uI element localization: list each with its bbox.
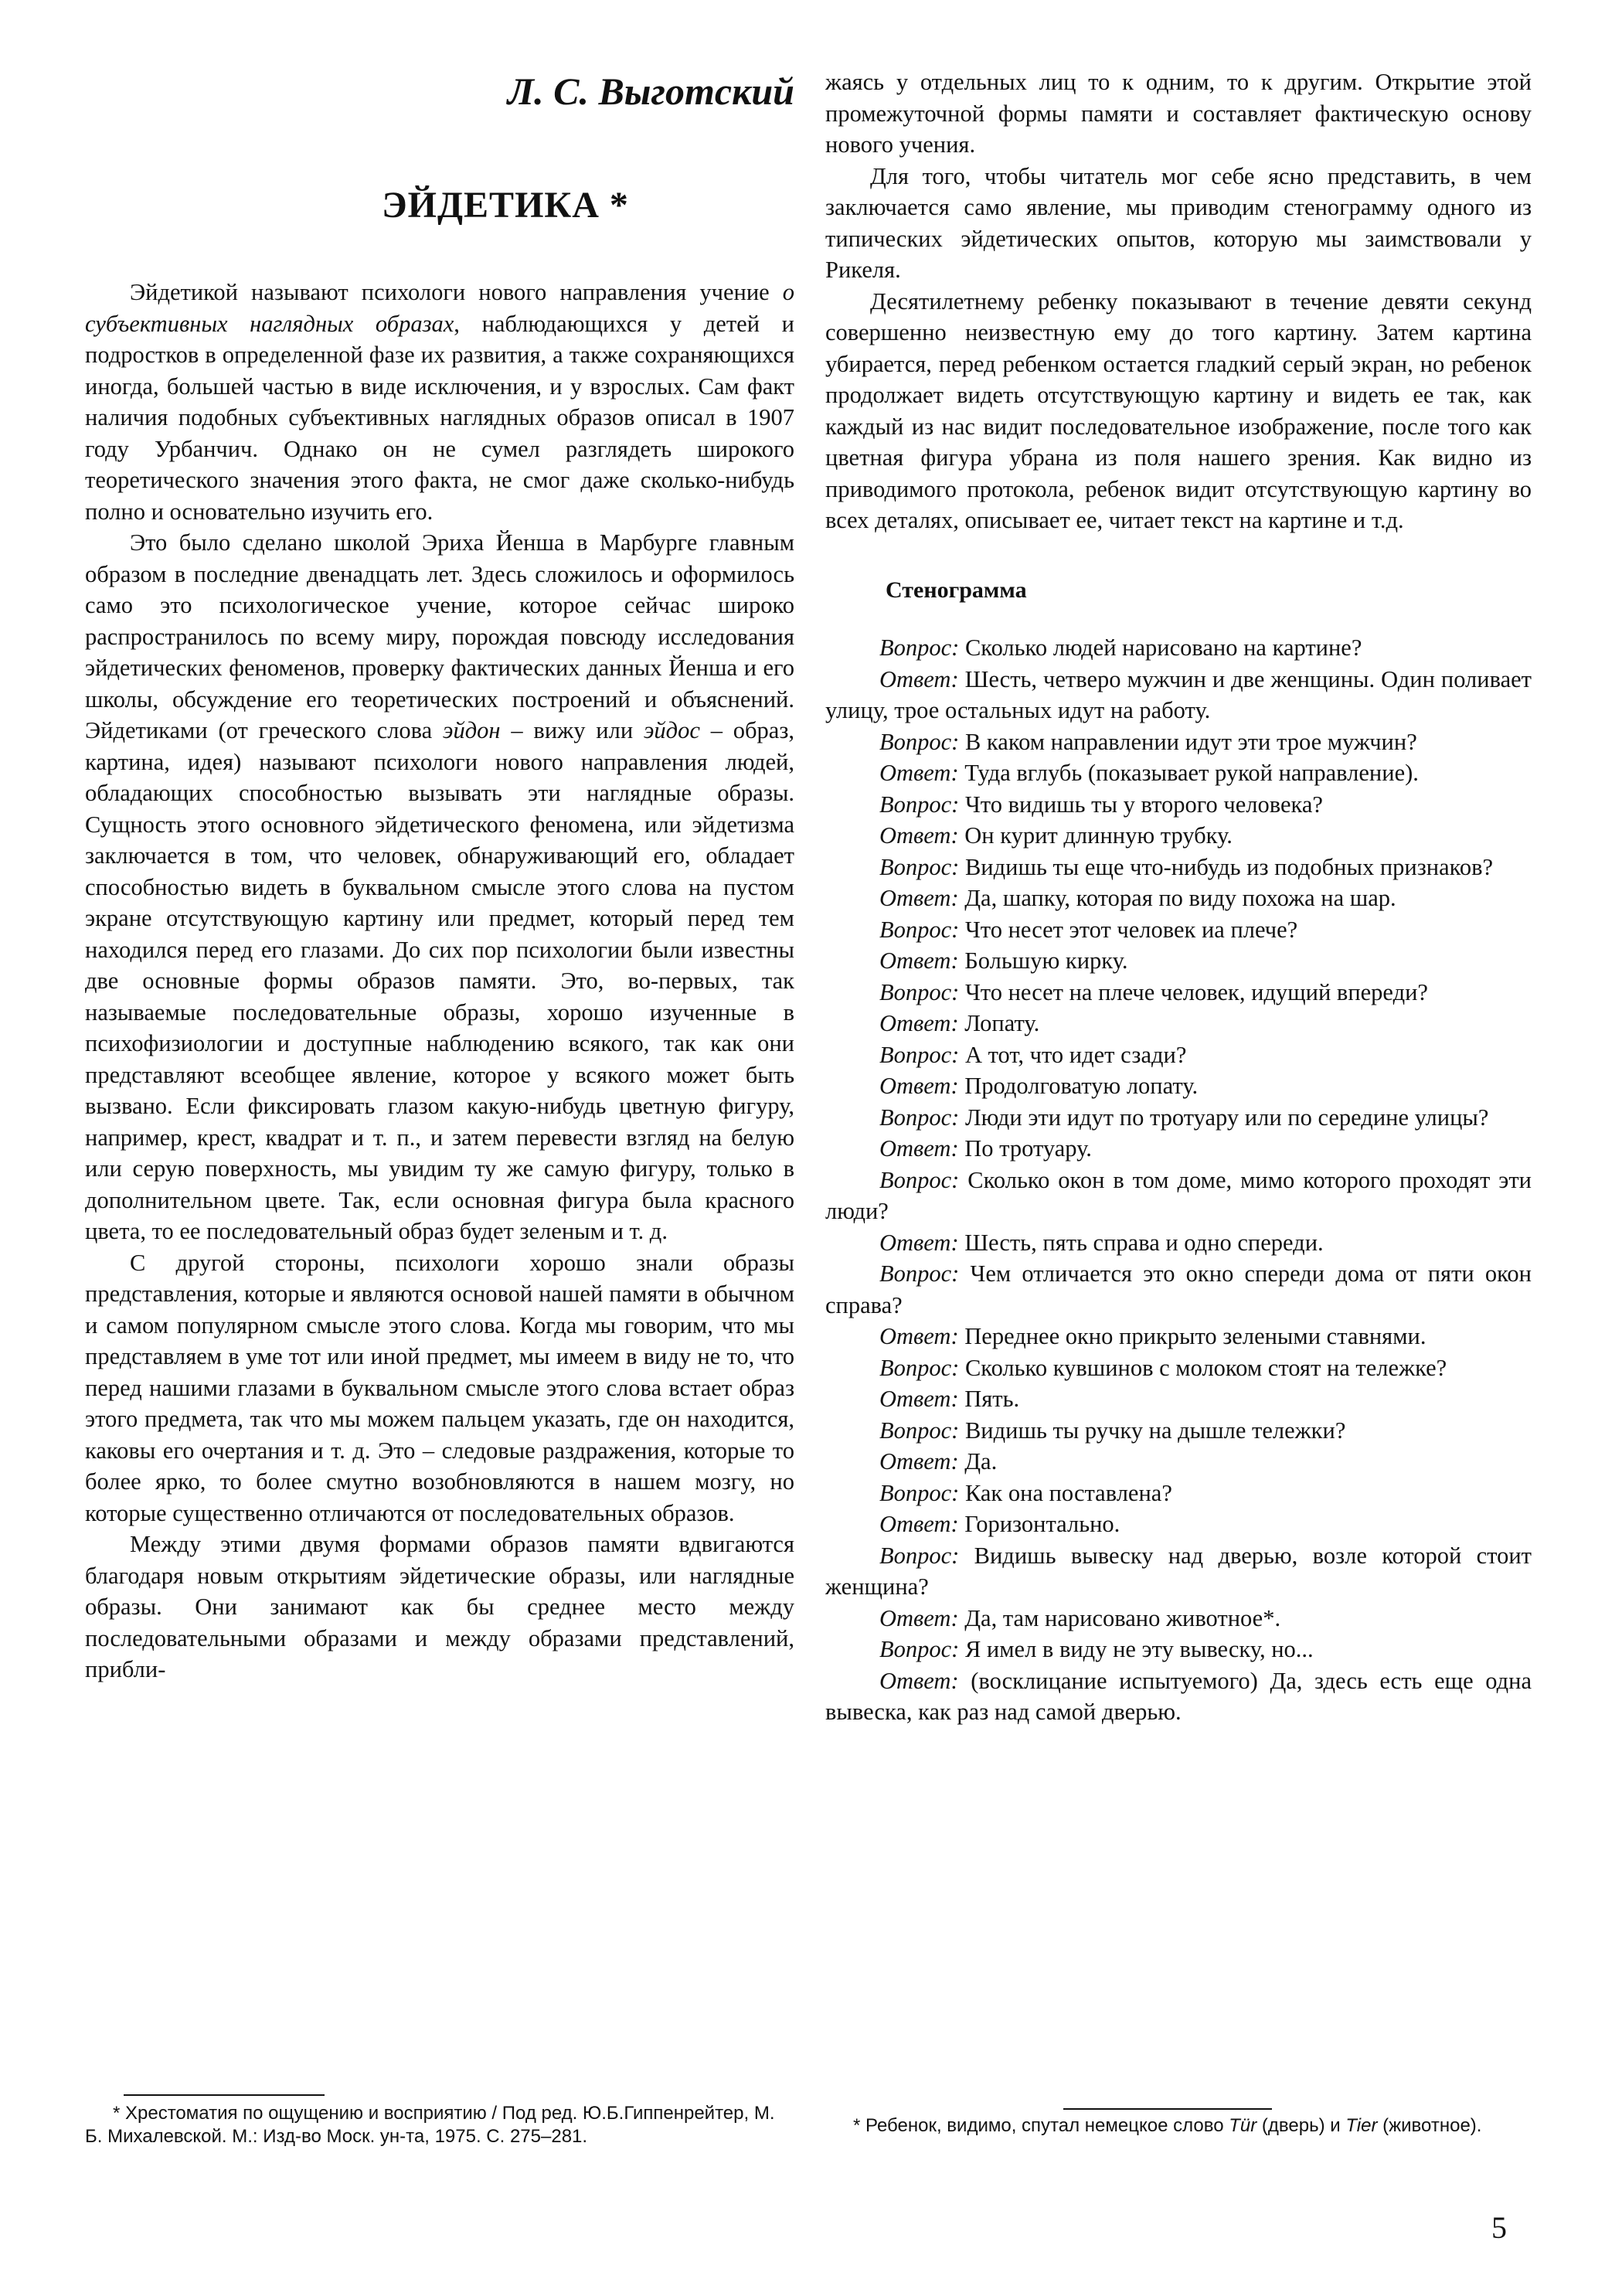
transcript-text: Пять. [958, 1386, 1020, 1412]
left-column [85, 62, 794, 1685]
transcript-line [825, 1321, 1532, 1352]
transcript-text: (восклицание испытуемого) Да, здесь есть еще одна вывеска, как раз над самой дверью. [825, 1667, 1532, 1725]
transcript-line [825, 1383, 1532, 1415]
transcript-text: По тротуару. [958, 1135, 1092, 1162]
transcript-label: Вопрос: [879, 978, 960, 1005]
transcript-text: Переднее окно прикрыто зелеными ставнями. [958, 1323, 1426, 1349]
transcript-line [825, 1446, 1532, 1478]
footnote-right [825, 2114, 1532, 2138]
transcript-label: Ответ: [879, 665, 959, 692]
transcript-label: Вопрос: [879, 916, 960, 943]
transcript-text: Видишь вывеску над дверью, возле которой стоит женщина? [825, 1542, 1532, 1600]
transcript-line [825, 1509, 1532, 1540]
transcript-text: Шесть, пять справа и одно спереди. [958, 1229, 1324, 1256]
transcript-text: Туда вглубь (показывает рукой направление). [958, 760, 1419, 786]
footnote-text: * Ребенок, видимо, спутал немецкое слово Tür (дверь) и Tier (животное). [853, 2115, 1482, 2136]
transcript-label: Вопрос: [879, 1041, 960, 1068]
transcript-line [825, 1415, 1532, 1447]
transcript-line [825, 914, 1532, 946]
transcript-label: Ответ: [879, 1010, 959, 1036]
footnote-left [85, 2102, 794, 2148]
right-column [825, 66, 1532, 1728]
transcript-line [825, 789, 1532, 821]
transcript-line [825, 1227, 1532, 1259]
transcript-text: Лопату. [958, 1010, 1040, 1036]
transcript-label: Ответ: [879, 1323, 959, 1349]
transcript-text: Большую кирку. [958, 947, 1128, 974]
transcript-label: Ответ: [879, 1604, 959, 1631]
transcript-text: Продолговатую лопату. [958, 1073, 1199, 1099]
transcript-line [825, 664, 1532, 726]
article-title: ЭЙДЕТИКА * [382, 185, 629, 226]
transcript-text: Да, там нарисовано животное*. [958, 1604, 1281, 1631]
transcript-text: Сколько кувшинов с молоком стоят на тележке? [959, 1354, 1447, 1381]
transcript-line [825, 1665, 1532, 1728]
transcript-text: Горизонтально. [958, 1511, 1120, 1537]
transcript-line [825, 820, 1532, 852]
transcript-line [825, 1634, 1532, 1665]
transcript-line [825, 757, 1532, 789]
transcript-text: Да, шапку, которая по виду похожа на шар. [958, 885, 1396, 911]
footnote-divider [124, 2094, 325, 2096]
transcript-text: Чем отличается это окно спереди дома от пяти окон справа? [825, 1260, 1532, 1318]
transcript-line [825, 1008, 1532, 1039]
transcript-line [825, 1102, 1532, 1134]
transcript-label: Вопрос: [879, 1166, 960, 1193]
transcript-text: Да. [958, 1448, 998, 1475]
transcript-label: Ответ: [879, 1667, 959, 1694]
transcript-label: Ответ: [879, 1229, 959, 1256]
transcript-line [825, 1039, 1532, 1071]
transcript-line [825, 632, 1532, 664]
transcript-label: Ответ: [879, 885, 959, 911]
transcript-label: Вопрос: [879, 1417, 960, 1444]
transcript-line [825, 1478, 1532, 1509]
transcript-text: А тот, что идет сзади? [959, 1041, 1187, 1068]
transcript-label: Вопрос: [879, 1260, 960, 1287]
transcript-text: Сколько людей нарисовано на картине? [959, 634, 1362, 661]
transcript-label: Ответ: [879, 1511, 959, 1537]
transcript-label: Вопрос: [879, 634, 960, 661]
transcript-line [825, 1133, 1532, 1165]
transcript-line [825, 977, 1532, 1009]
transcript-text: Сколько окон в том доме, мимо которого проходят эти люди? [825, 1166, 1532, 1224]
transcript-label: Вопрос: [879, 791, 960, 818]
transcript-text: Как она поставлена? [959, 1479, 1172, 1506]
transcript-text: Люди эти идут по тротуару или по середине улицы? [959, 1104, 1489, 1131]
transcript-line [825, 1165, 1532, 1227]
transcript-text: В каком направлении идут эти трое мужчин? [959, 728, 1417, 755]
transcript-text: Я имел в виду не эту вывеску, но... [959, 1636, 1314, 1662]
transcript-label: Ответ: [879, 1135, 959, 1162]
page-number: 5 [1491, 2210, 1507, 2245]
author-name: Л. С. Выготский [507, 70, 794, 113]
transcript-line [825, 1352, 1532, 1384]
transcript-label: Вопрос: [879, 728, 960, 755]
paragraph: Для того, чтобы читатель мог себе ясно представить, в чем заключается само явление, мы приводим стенограмму одного из типических эйдетических опытов, которую мы заимствовали у Рикеля. [825, 162, 1532, 283]
transcript-label: Ответ: [879, 1386, 959, 1412]
transcript-line [825, 883, 1532, 914]
paragraph: Эйдетикой называют психологи нового направления учение о субъективных наглядных образах, наблюдающихся у детей и подростков в определенной фазе их развития, а также сохраняющихся иногда, большей частью в виде исключения, и у взрослых. Сам факт наличия подобных субъективных наглядных образов описал в 1907 году Урбанчич. Однако он не сумел разглядеть широкого теоретического значения этого факта, не смог даже сколько-нибудь полно и основательно изучить его. [85, 279, 794, 525]
transcript-line [825, 945, 1532, 977]
transcript-text: Что несет этот человек иа плече? [959, 916, 1298, 943]
transcript-label: Вопрос: [879, 1479, 960, 1506]
footnote-text: * Хрестоматия по ощущению и восприятию / Под ред. Ю.Б.Гиппенрейтер, М. Б. Михалевской. М.: Изд-во Моск. ун-та, 1975. С. 275–281. [85, 2103, 775, 2147]
transcript-label: Ответ: [879, 760, 959, 786]
paragraph: С другой стороны, психологи хорошо знали образы представления, которые и являются основой нашей памяти в обычном и самом популярном смысле этого слова. Когда мы говорим, что мы представляем в уме тот или иной предмет, мы имеем в виду не то, что перед нашими глазами в буквальном смысле этого слова встает образ этого предмета, так что мы можем пальцем указать, где он находится, каковы его очертания и т. д. Это – следовые раздражения, которые то более ярко, то более смутно возобновляются в нашем мозгу, но которые существенно отличаются от последовательных образов. [85, 1249, 794, 1526]
paragraph: жаясь у отдельных лиц то к одним, то к другим. Открытие этой промежуточной формы памяти и составляет фактическую основу нового учения. [825, 69, 1532, 158]
transcript-line [825, 726, 1532, 758]
transcript-line [825, 852, 1532, 883]
transcript-text: Видишь ты ручку на дышле тележки? [959, 1417, 1346, 1444]
transcript-text: Что несет на плече человек, идущий впереди? [959, 978, 1428, 1005]
transcript-label: Вопрос: [879, 1104, 960, 1131]
transcript-label: Вопрос: [879, 1542, 960, 1569]
transcript-label: Вопрос: [879, 853, 960, 880]
footnote-divider [1063, 2108, 1272, 2110]
transcript-label: Ответ: [879, 822, 959, 849]
paragraph: Между этими двумя формами образов памяти вдвигаются благодаря новым открытиям эйдетические образы, или наглядные образы. Они занимают как бы среднее место между последовательными образами и между образами представлений, прибли- [85, 1531, 794, 1682]
transcript-label: Вопрос: [879, 1636, 960, 1662]
transcript-text: Что видишь ты у второго человека? [959, 791, 1323, 818]
transcript-label: Ответ: [879, 947, 959, 974]
transcript [825, 632, 1532, 1728]
transcript-text: Он курит длинную трубку. [958, 822, 1233, 849]
transcript-label: Ответ: [879, 1073, 959, 1099]
paragraph: Десятилетнему ребенку показывают в течение девяти секунд совершенно неизвестную ему до того картину. Затем картина убирается, перед ребенком остается гладкий серый экран, но ребенок продолжает видеть отсутствующую картину и видеть ее так, как каждый из нас видит последовательное изображение, после того как цветная фигура убрана из поля нашего зрения. Как видно из приводимого протокола, ребенок видит отсутствующую картину во всех деталях, описывает ее, читает текст на картине и т.д. [825, 287, 1532, 533]
transcript-label: Вопрос: [879, 1354, 960, 1381]
transcript-line [825, 1540, 1532, 1603]
transcript-line [825, 1258, 1532, 1321]
transcript-line [825, 1603, 1532, 1634]
section-heading: Стенограмма [886, 577, 1027, 603]
transcript-line [825, 1070, 1532, 1102]
transcript-text: Шесть, четверо мужчин и две женщины. Один поливает улицу, трое остальных идут на работу. [825, 665, 1532, 723]
transcript-text: Видишь ты еще что-нибудь из подобных признаков? [959, 853, 1494, 880]
paragraph: Это было сделано школой Эриха Йенша в Марбурге главным образом в последние двенадцать лет. Здесь сложилось и оформилось само это психологическое учение, которое сейчас широко распространилось по всему миру, порождая повсюду исследования эйдетических феноменов, проверку фактических данных Йенша и его школы, обсуждение его теоретических построений и объяснений. Эйдетиками (от греческого слова эйдон – вижу или эйдос – образ, картина, идея) называют психологи нового направления людей, обладающих способностью вызывать эти наглядные образы. Сущность этого основного эйдетического феномена, или эйдетизма заключается в том, что человек, обнаруживающий его, обладает способностью видеть в буквальном смысле этого слова на пустом экране отсутствующую картину или предмет, который перед тем находился перед его глазами. До сих пор психологии были известны две основные формы образов памяти. Это, во-первых, так называемые последовательные образы, хорошо изученные в психофизиологии и доступные наблюдению всякого, так как они представляют всеобщее явление, которое у всякого может быть вызвано. Если фиксировать глазом какую-нибудь цветную фигуру, например, крест, квадрат и т. п., и затем перевести взгляд на белую или серую поверхность, мы увидим ту же самую фигуру, только в дополнительном цвете. Так, если основная фигура была красного цвета, то ее последовательный образ будет зеленым и т. д. [85, 529, 794, 1244]
transcript-label: Ответ: [879, 1448, 959, 1475]
